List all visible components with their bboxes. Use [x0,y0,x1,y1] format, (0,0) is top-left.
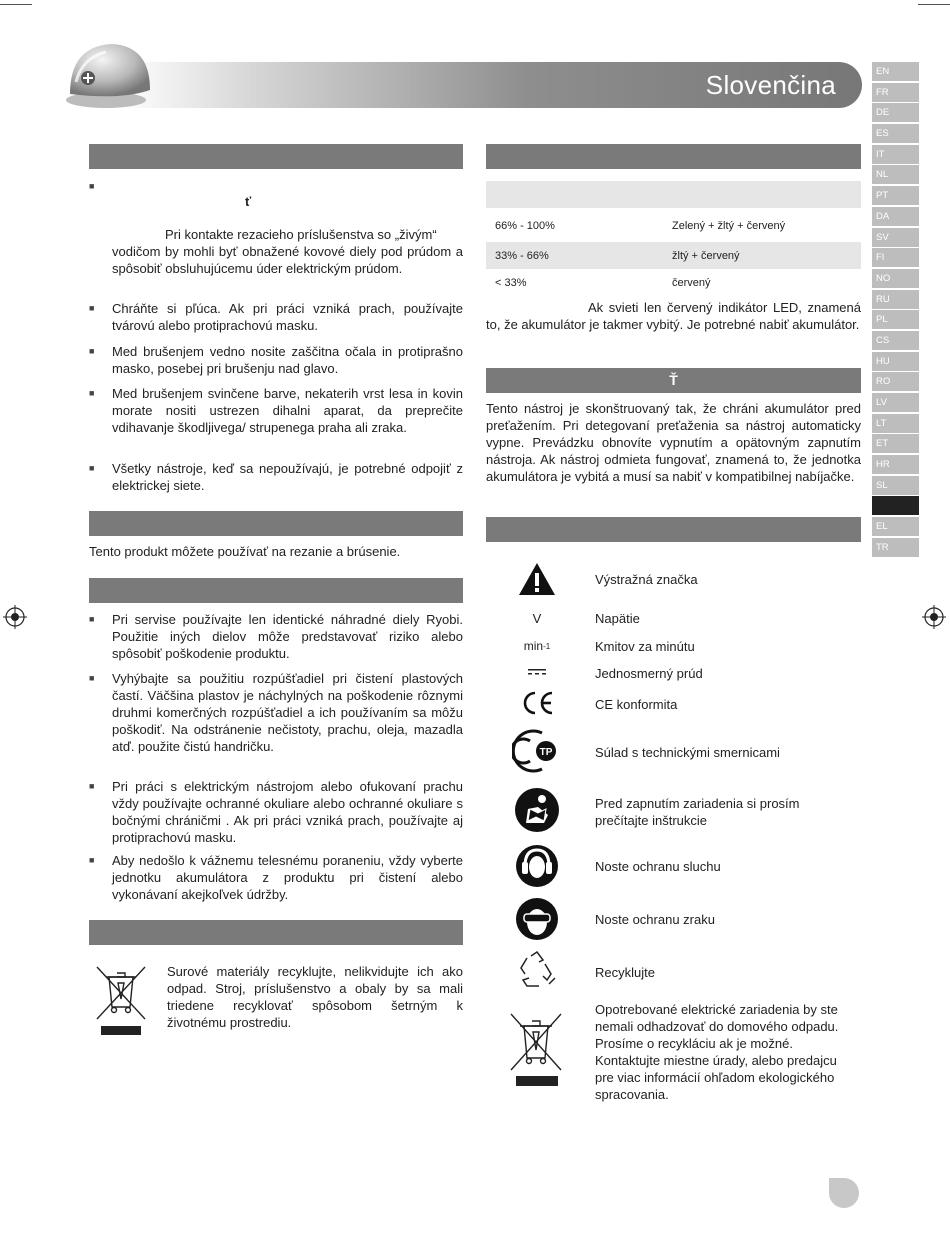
bullet-text: vodičom by mohli byť obnažené kovové diely pod prúdom a spôsobiť obsluhujúcemu úder elektrickým prúdom. [112,244,463,276]
symbol-label-per-minute: Kmitov za minútu [595,639,695,654]
bullet-text: Všetky nástroje, keď sa nepoužívajú, je potrebné odpojiť z elektrickej siete. [112,461,463,493]
lang-tab-pl[interactable]: PL [872,310,919,329]
helmet-icon [62,34,157,110]
lang-tab-el[interactable]: EL [872,517,919,536]
bullet-marker: ■ [89,181,95,191]
per-minute-icon [510,636,564,656]
symbol-label-weee: Opotrebované elektrické zariadenia by ste nemali odhadzovať do domového odpadu. Prosíme o recykláciu ak je možné. Kontaktujte miestne úrady, alebo predajcu pre viac informácií ohľadom ekologického spracovania. [595,1002,839,1102]
table-cell-range: 33% - 66% [495,250,549,262]
bullet-text: Pri servise používajte len identické náhradné diely Ryobi. Použitie iných dielov môže predstavovať riziko alebo spôsobiť poškodenie produktu. [112,612,463,661]
voltage-glyph: V [532,610,542,626]
lang-tab-et[interactable]: ET [872,434,919,453]
bullet-marker: ■ [89,346,95,356]
bullet-text: Pri práci s elektrickým nástrojom alebo ofukovaní prachu vždy používajte ochranné okuliare alebo ochranné okuliare s bočnými chráničmi . Ak pri práci vzniká prach, používajte aj protiprachovú masku. [112,779,463,845]
bullet-text: Aby nedošlo k vážnemu telesnému poraneniu, vždy vyberte jednotku akumulátora z produktu pri čistení alebo vykonávaní akejkoľvek údržby. [112,853,463,902]
lang-tab-sv[interactable]: SV [872,228,919,247]
recycle-icon [510,948,564,994]
symbol-label-gost: Súlad s technickými smernicami [595,745,780,760]
header-bar [120,62,862,108]
crop-mark [918,4,950,5]
registration-mark-icon [922,605,946,629]
lang-tab-fi[interactable]: FI [872,248,919,267]
lang-tab-tr[interactable]: TR [872,538,919,557]
recycle-text: Surové materiály recyklujte, nelikvidujte ich ako odpad. Stroj, príslušenstvo a obaly by sa mali triedene recyklovať spôsobom šetrným k životnému prostrediu. [167,964,463,1030]
direct-current-icon [510,664,564,680]
lang-tab-fr[interactable]: FR [872,83,919,102]
warning-icon [510,560,564,598]
table-cell-leds: žltý + červený [672,250,740,262]
overload-text: Tento nástroj je skonštruovaný tak, že chráni akumulátor pred preťažením. Pri detegovaní preťaženia sa nástroj automaticky vypne. Prevádzku obnovíte vypnutím a opätovným zapnutím nástroja. Ak nástroj odmieta fungovať, znamená to, že jednotka akumulátora je vybitá a musí sa nabiť v kompatibilnej nabíjačke. [486,401,861,484]
bullet-text: Chráňte si pľúca. Ak pri práci vzniká prach, používajte tvárovú alebo protiprachovú masku. [112,301,463,333]
gost-tr-icon [510,727,564,775]
table-cell-leds: červený [672,277,711,289]
symbol-label-voltage: Napätie [595,611,640,626]
symbol-label-read [595,795,845,829]
voltage-icon [510,608,564,628]
lang-tab-it[interactable]: IT [872,145,919,164]
bullet-marker: ■ [89,614,95,624]
ce-mark-icon [510,688,564,718]
lang-tab-en[interactable]: EN [872,62,919,81]
lang-tab-cs[interactable]: CS [872,331,919,350]
symbol-label-read-line1: Pred zapnutím zariadenia si prosím [595,796,800,811]
symbol-label-warning: Výstražná značka [595,572,698,587]
per-minute-exponent: -1 [543,641,551,651]
section-bar-symbols [486,517,861,542]
crossed-bin-icon [95,963,147,1037]
svg-text:TP: TP [539,747,553,758]
battery-note [486,299,861,333]
lang-tab-lv[interactable]: LV [872,393,919,412]
symbol-label-eye: Noste ochranu zraku [595,912,715,927]
bullet-fragment: ť [245,194,252,209]
table-row [486,269,861,296]
table-cell-range: < 33% [495,277,527,289]
symbol-label-ear: Noste ochranu sluchu [595,859,721,874]
lang-tab-da[interactable]: DA [872,207,919,226]
symbol-label-recycle: Recyklujte [595,965,655,980]
lang-tab-pt[interactable]: PT [872,186,919,205]
language-tabs [872,62,919,559]
lang-tab-ro[interactable]: RO [872,372,919,391]
symbol-label-dc: Jednosmerný prúd [595,666,703,681]
symbol-label-read-line2: prečítajte inštrukcie [595,813,707,828]
lang-tab-sk-active[interactable] [872,496,919,515]
battery-note-text: Ak svieti len červený indikátor LED, znamená to, že akumulátor je takmer vybitý. Je potrebné nabiť akumulátor. [486,300,861,332]
bullet-text: Pri kontakte rezacieho príslušenstva so „živým“ [165,227,437,242]
lang-tab-de[interactable]: DE [872,103,919,122]
lang-tab-lt[interactable]: LT [872,414,919,433]
section-bar-maintenance [89,578,463,603]
bullet-marker: ■ [89,781,95,791]
crop-mark [0,4,32,5]
table-row [486,212,861,239]
lang-tab-es[interactable]: ES [872,124,919,143]
bullet-marker: ■ [89,673,95,683]
section-bar-battery-indicator [486,144,861,169]
bullet-text: Vyhýbajte sa použitiu rozpúšťadiel pri čistení plastových častí. Väčšina plastov je náchylných na poškodenie rôznymi druhmi komerčných rozpúšťadiel a ich používaním sa môžu poškodiť. Na odstránenie nečistoty, prachu, oleja, mazadla atď. použite čistú handričku. [112,671,463,754]
bullet-marker: ■ [89,855,95,865]
lang-tab-hu[interactable]: HU [872,352,919,371]
symbol-label-ce: CE konformita [595,697,678,712]
bullet-text: Med brušenjem svinčene barve, nekaterih vrst lesa in kovin morate nositi ustrezen dihalni aparat, da preprečite vdihavanje škodljivega/ strupenega praha ali zraka. [112,386,463,435]
table-cell-range: 66% - 100% [495,220,555,232]
section-bar-intended-use [89,511,463,536]
bullet-marker: ■ [89,303,95,313]
bullet-text: Med brušenjem vedno nosite zaščitna očala in protiprašno masko, posebej pri brušenju nad glavo. [112,344,463,376]
bullet-marker: ■ [89,388,95,398]
section-bar-safety [89,144,463,169]
eye-protection-icon [510,896,564,942]
lang-tab-sl[interactable]: SL [872,476,919,495]
ear-protection-icon [510,843,564,889]
lang-tab-hr[interactable]: HR [872,455,919,474]
lang-tab-nl[interactable]: NL [872,165,919,184]
section-bar-environment [89,920,463,945]
lang-tab-no[interactable]: NO [872,269,919,288]
table-cell-leds: Zelený + žltý + červený [672,220,786,232]
table-row [486,242,861,269]
read-manual-icon [510,786,564,834]
page-title: Slovenčina [705,70,836,100]
bullet-marker: ■ [89,463,95,473]
per-minute-glyph: min [523,639,544,653]
crossed-bin-icon [508,1010,564,1088]
table-header-row [486,181,861,208]
section-bar-overload: Ť [486,368,861,393]
lang-tab-ru[interactable]: RU [872,290,919,309]
intended-use-text: Tento produkt môžete používať na rezanie a brúsenie. [89,544,401,559]
page-number-badge [829,1178,859,1208]
registration-mark-icon [3,605,27,629]
